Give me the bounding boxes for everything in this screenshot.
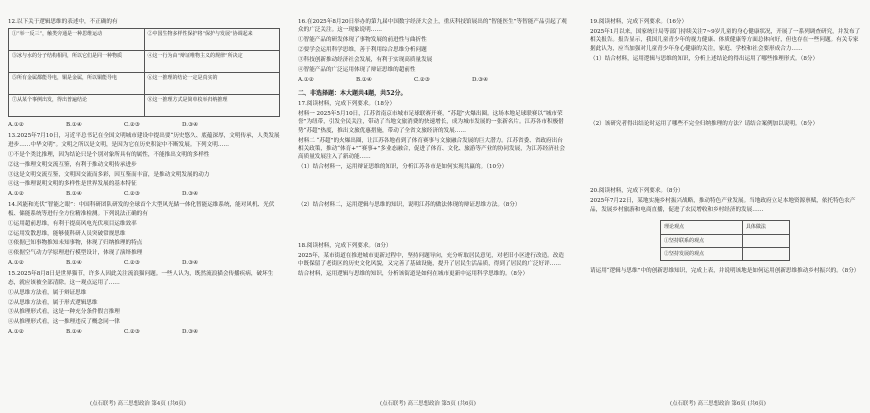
task-text: 请运用“逻辑与思维”中的创新思维知识，完成上表，并说明该地是如何运用创新思维推动乡村振兴的。（8分） (590, 268, 860, 275)
option: C.②③ (124, 260, 140, 267)
option: D.③④ (182, 191, 199, 198)
table-cell: ③冰与水的分子结构相同，所以它们是同一种物质 (9, 51, 145, 73)
section-heading: 二、非选择题：本大题共4题，共52分。 (298, 89, 407, 97)
question-12-table (8, 28, 280, 117)
question-stem: 15.2025年8月8日是世界猫节，许多人因此关注流浪猫问题。一些人认为，既然流浪猫会传播疾病，破坏生态，就应该被全部清除。这一观点运用了…… (8, 271, 274, 286)
statement-item: ③依据已知事物推知未知事物，体现了归纳推理的特点 (8, 240, 143, 247)
option: A.①② (8, 260, 24, 267)
material-text: 2025年，某市街道在推进城市更新过程中，坚持问题导向，充分听取居民意见，对老旧小区进行改造。改造中既保留了老街区的历史文化风貌，又完善了基础设施，提升了居民生活品质，得到了居民的广泛好评…… (298, 253, 564, 268)
question-stem: 13.2025年7月10日，习近平总书记在全国文明城市建设中提出要“历史悠久、底蕴深厚，文明传承，人类发展进步……中华文明”。文明之所以是文明，是因为它在历史积淀中不断发展。下列文明…… (8, 133, 280, 148)
statement-item: ①智能产品的研发体现了事物发展的前进性与曲折性 (298, 37, 427, 44)
statement-item: ①运用超前思维，有利于提高风电光伏项目运维效率 (8, 220, 137, 227)
page-footer: (点石联考) 高三思想政治 第4页 (共6页) (90, 401, 186, 407)
statement-item: ①不是个类比推理，因为结论只是个别对象所具有的属性，不能推出文明的多样性 (8, 151, 210, 158)
question-stem: 19.阅读材料，完成下列要求。（16分） (590, 19, 688, 25)
question-12 (8, 18, 280, 129)
table-cell (742, 234, 789, 247)
answer-space (298, 173, 568, 201)
statement-item: ③这是文明交流互鉴，文明因交流而多彩，因互鉴而丰富，是推动文明发展的动力 (8, 171, 210, 178)
question-13 (8, 132, 280, 198)
option: B.①④ (66, 260, 82, 267)
task-text: （1）结合材料，运用逻辑与思维的知识，分析上述结论的得出运用了哪些推理形式。（8分） (590, 55, 819, 62)
material-text: 材料一 2025年5月10日，江苏省南京市城市足球联赛开赛，“苏超”火爆出圈。这场本地足球联赛以“城市荣誉”为纽带，引发全民关注，带动了当地文旅消费的快速增长，成为城市发展的一张新名片。江苏各市积极借势“苏超”热度，推出文旅优惠措施，带动了全省文旅经济的发展…… (298, 110, 564, 134)
material-text: 2025年1月以来，国家统计局等部门持续关注7~9岁儿童的身心健康状况，开展了一系列调查研究，并发布了相关报告。报告显示，我国儿童青少年的视力健康、体质健康等方面总体向好，但也存在一些问题。有关专家据此认为，应当加强对儿童青少年身心健康的关注，家庭、学校和社会要形成合力…… (590, 28, 861, 52)
table-cell: ①“举一反三”，触类旁通是一种思维运动 (9, 29, 145, 51)
statement-item: ①从思维方法看，属于辩证思维 (8, 289, 87, 296)
option: B.①④ (356, 76, 372, 83)
answer-space (590, 129, 862, 184)
answer-options (8, 190, 280, 198)
option: A.①② (8, 191, 24, 198)
table-cell (742, 247, 789, 260)
table-header: 具体做法 (742, 221, 789, 234)
option: D.③④ (182, 260, 199, 267)
table-cell: ②坚持发展的观点 (661, 247, 743, 260)
statement-item: ②要学会运用科学思维，善于利用综合思维分析问题 (298, 47, 427, 54)
option: B.①④ (66, 329, 82, 336)
answer-options (8, 259, 280, 267)
question-18 (298, 242, 568, 279)
question-20-table (660, 220, 790, 261)
question-16 (298, 18, 568, 84)
statement-item: ②运用发散思维，能够使科研人员突破常规思维 (8, 230, 126, 237)
question-17 (298, 100, 568, 239)
question-stem: 16.在2025年8月20日举办的第九届中国数字经济大会上，重庆科技馆展出的“智能医生”等智能产品引起了观众的广泛关注。这一现象说明…… (298, 19, 567, 34)
table-cell: ⑥这一推理的结论一定是真实的 (144, 73, 280, 95)
page-footer: (点石联考) 高三思想政治 第6页 (共6页) (670, 401, 766, 407)
material-text: 材料二 “苏超”的火爆出圈，让江苏各地看到了体育赛事与文旅融合发展的巨大潜力。江苏省委、省政府出台相关政策，推动“体育+”“赛事+”多业态融合，促进了体育、文化、旅游等产业的协同发展，为江苏经济社会高质量发展注入了新动能…… (298, 137, 565, 161)
option: B.①④ (66, 191, 82, 198)
answer-options (8, 121, 280, 129)
question-15 (8, 270, 280, 336)
statement-item: ②这一推理文明交流互鉴，有利于推动文明传承进步 (8, 161, 137, 168)
task-text: （1）结合材料一，运用辩证思维的知识，分析江苏各市是如何实现共赢的。（10分） (298, 164, 508, 171)
option: C.②③ (124, 122, 140, 129)
table-header: 理论观点 (661, 221, 743, 234)
page-footer: (点石联考) 高三思想政治 第5页 (共6页) (380, 401, 476, 407)
option: A.①② (8, 122, 24, 129)
option: D.③④ (182, 122, 199, 129)
answer-options (8, 328, 280, 336)
option: D.③④ (472, 76, 489, 83)
option: D.③④ (182, 329, 199, 336)
statement-item: ③科技创新推动经济社会发展，有利于实现高质量发展 (298, 57, 433, 64)
statement-item: ②从思维方法看，属于形式逻辑思维 (8, 299, 98, 306)
table-cell: ④这一行为由“辩证唯物主义的规律”所决定 (144, 51, 280, 73)
question-stem: 12.以下关于逻辑思维的表述中，不正确的有 (8, 19, 118, 25)
answer-space (298, 211, 568, 239)
answer-space (590, 65, 862, 120)
task-text: （2）该研究者得出结论时运用了哪些不完全归纳推理的方法？请结合案例加以说明。（8分） (590, 120, 819, 127)
option: C.②③ (124, 329, 140, 336)
table-cell: ⑤所有金属都能导电，铜是金属，所以铜能导电 (9, 73, 145, 95)
option: A.①② (298, 76, 314, 83)
statement-item: ④这一推理说明文明的多样性是世界发展的基本特征 (8, 181, 137, 188)
task-text: （2）结合材料二，运用逻辑与思维的知识，说明江苏的做法体现的辩证思维方法。（8分） (298, 202, 521, 209)
option: B.①④ (66, 122, 82, 129)
question-stem: 14.风能和光伏“智能之眼”：中国科研团队研发的全球首个大型风光储一体化智能运维系统，能对风机、光伏板、储能系统等进行全方位精准检测。下列说法正确的有 (8, 202, 275, 217)
question-20 (590, 187, 862, 275)
question-stem: 17.阅读材料，完成下列要求。（18分） (298, 100, 396, 107)
table-cell: ⑦从某个事例出发，得出普遍结论 (9, 95, 145, 117)
question-14 (8, 201, 280, 267)
page-6-column (590, 18, 862, 398)
question-stem: 20.阅读材料，完成下列要求。（8分） (590, 188, 684, 195)
page-4-column (8, 18, 280, 398)
page-5-column (298, 18, 568, 398)
option: A.①② (8, 329, 24, 336)
question-19 (590, 18, 862, 184)
statement-item: ④依据空气动力学原理进行模型设计，体现了演绎推理 (8, 250, 143, 257)
statement-item: ④智能产品的广泛运用体现了辩证思维的超前性 (298, 67, 416, 74)
option: C.②③ (124, 191, 140, 198)
material-text: 2025年7月22日，某地实施乡村振兴战略，推动特色产业发展。当地政府立足本地资源禀赋，依托特色农产品，发展乡村旅游和电商直播，促进了农民增收和乡村经济的发展…… (590, 198, 856, 213)
option: C.②③ (414, 76, 430, 83)
table-cell: ①坚持联系的观点 (661, 234, 743, 247)
table-cell: ⑧这一推理方式是简单枚举归纳推理 (144, 95, 280, 117)
question-stem: 18.阅读材料，完成下列要求。（8分） (298, 243, 392, 250)
statement-item: ④从推理形式看，这一推理违反了概念同一律 (8, 319, 120, 326)
task-text: 结合材料，运用逻辑与思维的知识，分析该街道是如何在城市更新中运用科学思维的。（8分） (298, 271, 529, 278)
table-cell: ②中国生物多样性保护将“保护与发展”协调起来 (144, 29, 280, 51)
answer-options (298, 76, 568, 84)
statement-item: ③从推理形式看，这是一种充分条件假言推理 (8, 309, 120, 316)
